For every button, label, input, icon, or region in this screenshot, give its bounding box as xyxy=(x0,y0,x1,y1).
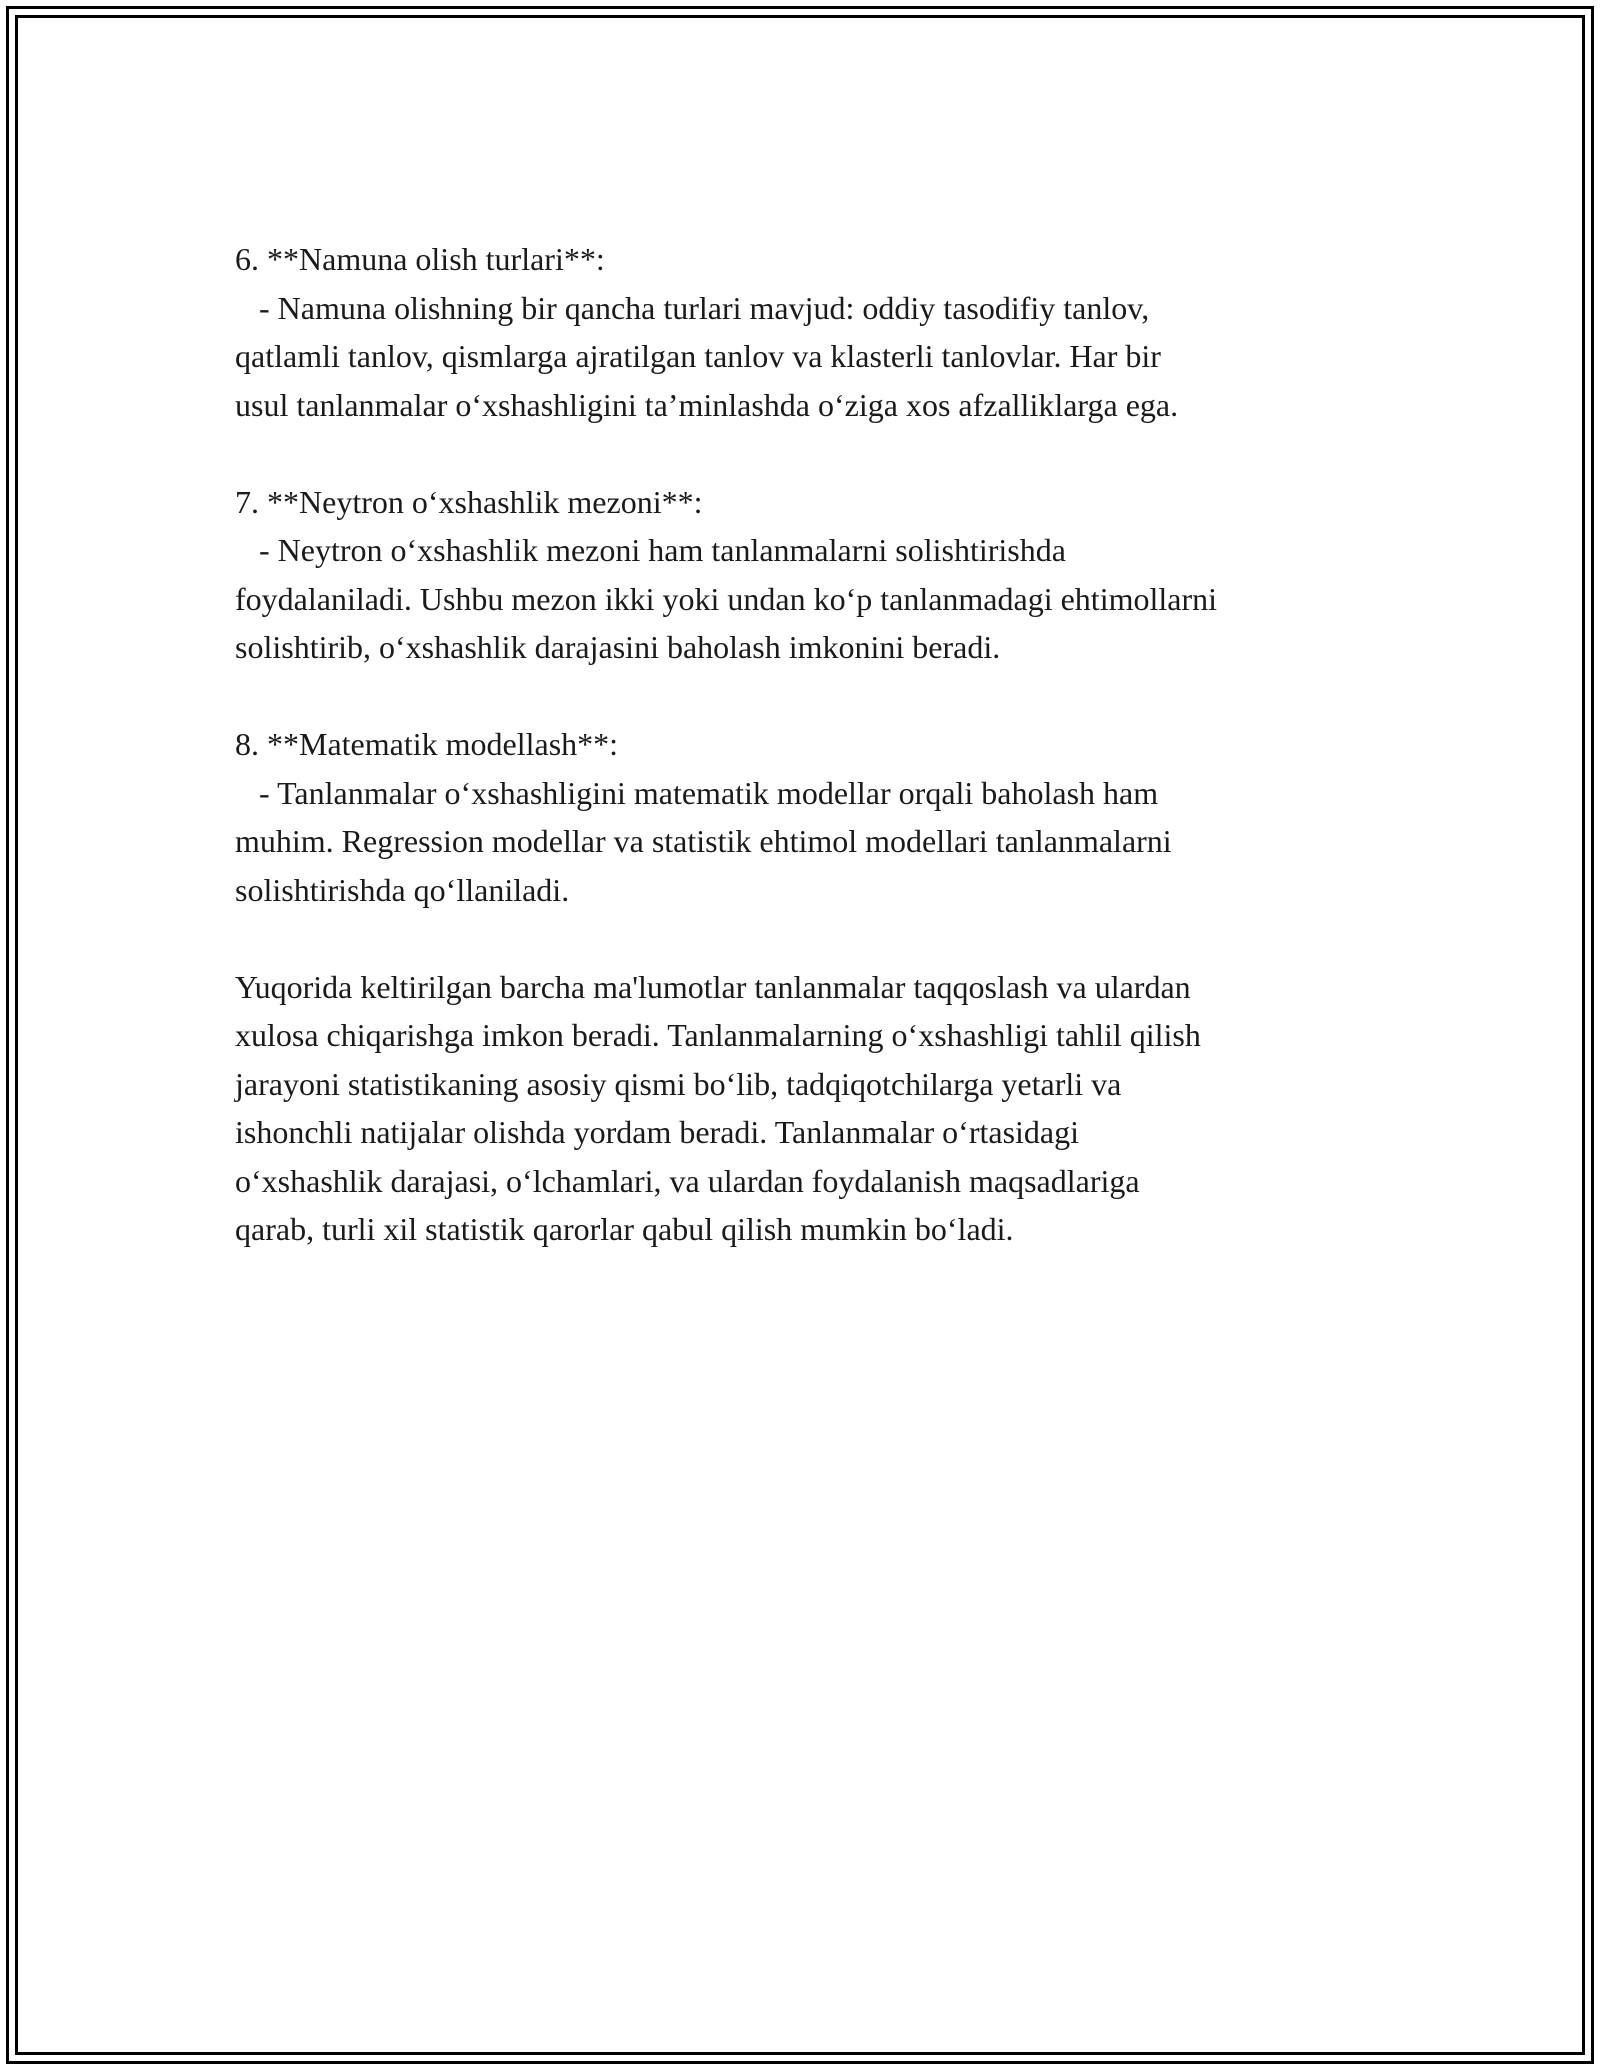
conclusion-paragraph xyxy=(235,963,1385,1254)
paragraph-line: solishtirib, o‘xshashlik darajasini baholash imkonini beradi. xyxy=(235,629,1001,665)
paragraph-spacer xyxy=(235,429,1385,478)
paragraph-line: ishonchli natijalar olishda yordam beradi. Tanlanmalar o‘rtasidagi xyxy=(235,1114,1080,1150)
section-7 xyxy=(235,478,1385,672)
paragraph-line: Yuqorida keltirilgan barcha ma'lumotlar tanlanmalar taqqoslash va ulardan xyxy=(235,968,1191,1005)
paragraph-line: - Neytron o‘xshashlik mezoni ham tanlanmalarni solishtirishda xyxy=(235,532,1066,568)
paragraph-line: usul tanlanmalar o‘xshashligini ta’minlashda o‘ziga xos afzalliklarga ega. xyxy=(235,386,1179,423)
section-heading: 8. **Matematik modellash**: xyxy=(235,726,619,762)
paragraph-spacer xyxy=(235,672,1385,721)
paragraph-spacer xyxy=(235,914,1385,963)
paragraph-line: - Namuna olishning bir qancha turlari mavjud: oddiy tasodifiy tanlov, xyxy=(235,289,1150,326)
document-body xyxy=(235,235,1385,1254)
paragraph-line: - Tanlanmalar o‘xshashligini matematik modellar orqali baholash ham xyxy=(235,774,1159,811)
section-8 xyxy=(235,720,1385,914)
section-heading: 6. **Namuna olish turlari**: xyxy=(235,241,605,277)
paragraph-line: muhim. Regression modellar va statistik ehtimol modellari tanlanmalarni xyxy=(235,823,1172,859)
paragraph-line: o‘xshashlik darajasi, o‘lchamlari, va ulardan foydalanish maqsadlariga xyxy=(235,1162,1140,1199)
section-heading: 7. **Neytron o‘xshashlik mezoni**: xyxy=(235,483,703,520)
section-6 xyxy=(235,235,1385,429)
paragraph-line: solishtirishda qo‘llaniladi. xyxy=(235,871,570,908)
paragraph-line: xulosa chiqarishga imkon beradi. Tanlanmalarning o‘xshashligi tahlil qilish xyxy=(235,1017,1201,1053)
paragraph-line: qatlamli tanlov, qismlarga ajratilgan tanlov va klasterli tanlovlar. Har bir xyxy=(235,338,1161,374)
paragraph-line: foydalaniladi. Ushbu mezon ikki yoki undan ko‘p tanlanmadagi ehtimollarni xyxy=(235,580,1217,617)
paragraph-line: jarayoni statistikaning asosiy qismi bo‘lib, tadqiqotchilarga yetarli va xyxy=(235,1065,1122,1102)
paragraph-line: qarab, turli xil statistik qarorlar qabul qilish mumkin bo‘ladi. xyxy=(235,1211,1014,1247)
